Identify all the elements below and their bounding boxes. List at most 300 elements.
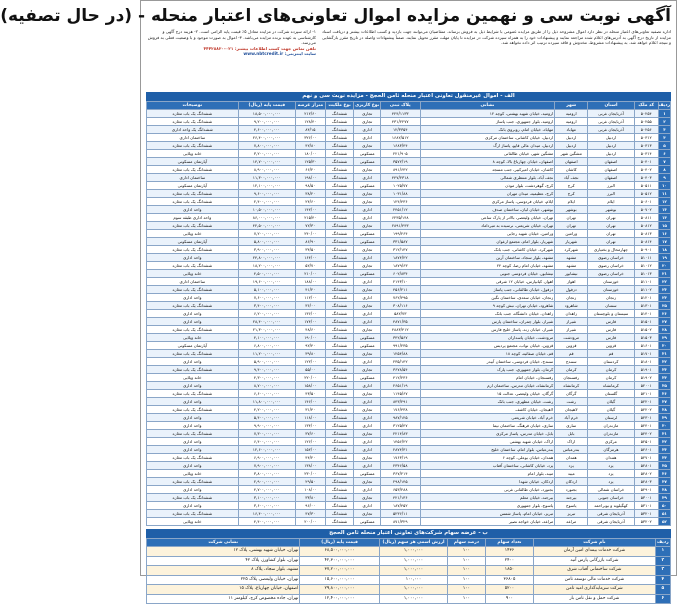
table-cell: ۳۹/۸۰: [295, 350, 325, 358]
table-cell: تهران: [555, 222, 588, 230]
contact-phone-text: تلفن تماس جهت کسب اطلاعات بیشتر: ۰۲۱-۴۴۴۲۸۸۳۰: [203, 45, 316, 51]
table-cell: ۱۸۷/۴۵۲: [380, 502, 420, 510]
table-row: [147, 278, 671, 286]
table-cell: شیراز، بلوار چمران، ساختمان پارس: [420, 318, 555, 326]
table-cell: کرمانشاه: [555, 382, 588, 390]
notice-headline: آگهی نوبت سی و نهمین مزایده اموال تعاونی‌های اعتبار منحله - (در حال تصفیه): [0, 6, 671, 26]
table-cell: ۵۲۱۰۱: [634, 390, 658, 398]
table-cell: ۲۲۱۴/۸۳: [380, 430, 420, 438]
table-cell: ۴۸/۶۰: [295, 326, 325, 334]
table-cell: ۹۸۷/۱۲۵: [380, 414, 420, 422]
row-number-cell: ۲۷: [658, 318, 670, 326]
table-cell: شرکت ساختمانی آفتاب شرق: [534, 566, 655, 576]
table-cell: ۶۶/۲۰: [295, 166, 325, 174]
table-cell: ۸۴۳/۲۹۱: [380, 398, 420, 406]
table-cell: ۴۱/۲۰: [295, 286, 325, 294]
table-row: [147, 556, 671, 566]
table-row: [147, 518, 671, 526]
row-number-cell: ۱۹: [658, 254, 670, 262]
table-cell: ۷,۸۰۰,۰۰۰,۰۰۰: [238, 142, 295, 150]
table-cell: ۴۲,۵۰۰,۰۰۰,۰۰۰: [238, 222, 295, 230]
table-cell: مسکونی: [354, 470, 380, 478]
table-cell: مسکونی: [354, 270, 380, 278]
column-header: ردیف: [656, 540, 669, 545]
table-row: [147, 142, 671, 150]
table-row: [147, 430, 671, 438]
table-row: [147, 134, 671, 142]
table-cell: واحد اداری: [147, 318, 239, 326]
table-cell: تهران، خیابان ولیعصر، پلاک ۲۲۵: [147, 575, 300, 585]
table-cell: کرج: [555, 190, 588, 198]
table-row: [147, 334, 671, 342]
table-cell: ایلام: [555, 198, 588, 206]
table-cell: تهران: [588, 214, 634, 222]
table-cell: ۱۰۰: [448, 547, 486, 557]
table-cell: قزوین: [588, 342, 634, 350]
table-cell: زنجان، خیابان سعدی، ساختمان نگین: [420, 294, 555, 302]
table-cell: ۴۸۸۳/۴۱۲: [380, 326, 420, 334]
table-cell: ۵۵/۰۰: [295, 366, 325, 374]
table-cell: واحد اداری: [147, 462, 239, 470]
table-cell: زاهدان: [555, 310, 588, 318]
table-cell: ۱۲,۶۰۰,۰۰۰,۰۰۰: [238, 446, 295, 454]
table-cell: ۲۳۰/۰۰: [295, 470, 325, 478]
table-cell: بندرعباس، بلوار امام، ساختمان خلیج: [420, 446, 555, 454]
table-cell: اردبیل: [555, 142, 588, 150]
table-cell: ۵۱۵۰۲: [634, 326, 658, 334]
table-cell: ۵۲۶۰۱: [634, 446, 658, 454]
table-cell: مسکونی: [354, 230, 380, 238]
website-text: سایت اینترنتی: www.nbtcredit.ir: [243, 51, 316, 57]
table-cell: ششدانگ: [325, 422, 354, 430]
table-cell: ۱۴,۷۰۰,۰۰۰,۰۰۰: [238, 158, 295, 166]
table-cell: ۳,۲۰۰,۰۰۰,۰۰۰: [238, 150, 295, 158]
table-cell: ۳۳/۸۰: [295, 494, 325, 502]
table-cell: ۱۸۵۰: [485, 566, 534, 576]
table-cell: ۱۸۷۴/۲۲: [380, 254, 420, 262]
table-cell: ششدانگ یک باب مغازه: [147, 326, 239, 334]
table-cell: کرمان: [588, 374, 634, 382]
table-cell: شاهرود: [555, 302, 588, 310]
table-cell: ۵۱۵۰۱: [634, 318, 658, 326]
table-row: [147, 510, 671, 518]
table-cell: رفسنجان، خیابان امام: [420, 374, 555, 382]
table-cell: مشهد: [555, 262, 588, 270]
table-cell: تجاری: [354, 118, 380, 126]
table-cell: مشهد: [555, 254, 588, 262]
table-cell: ۶,۲۰۰,۰۰۰,۰۰۰: [238, 310, 295, 318]
table-cell: ۵۲۹۰۱: [634, 486, 658, 494]
table-cell: ۱۸۰/۰۰: [295, 150, 325, 158]
table-row: [147, 575, 671, 585]
table-cell: هرمزگان: [588, 446, 634, 454]
table-cell: آپارتمان مسکونی: [147, 342, 239, 350]
table-cell: ارومیه، خیابان شهید بهشتی، کوچه ۱۲: [420, 110, 555, 118]
table-cell: خرم آباد: [555, 414, 588, 422]
table-cell: تجاری: [354, 110, 380, 118]
table-cell: ششدانگ: [325, 382, 354, 390]
row-number-cell: ۹: [658, 174, 670, 182]
table-cell: قم: [555, 350, 588, 358]
table-cell: ششدانگ یک باب مغازه: [147, 406, 239, 414]
table-cell: ۵۳۱۰۱: [634, 502, 658, 510]
table-cell: ساختمان اداری: [147, 174, 239, 182]
table-cell: ششدانگ یک باب مغازه: [147, 286, 239, 294]
table-cell: خرم آباد، خیابان شریعتی: [420, 414, 555, 422]
table-cell: ششدانگ: [325, 510, 354, 518]
table-cell: ۵,۹۰۰,۰۰۰,۰۰۰: [238, 358, 295, 366]
table-cell: ۵۱۱۰۲: [634, 286, 658, 294]
table-cell: ششدانگ: [325, 486, 354, 494]
table-cell: شرکت خدمات مالی توسعه ثامن: [534, 575, 655, 585]
column-header: قیمت پایه (ریال): [238, 102, 295, 110]
row-number-cell: ۱۸: [658, 246, 670, 254]
table-cell: شرکت سرمایه‌گذاری امید ثامن: [534, 585, 655, 595]
table-cell: مرکزی: [588, 438, 634, 446]
table-cell: نیشابور: [555, 270, 588, 278]
table-cell: میبد: [555, 470, 588, 478]
table-cell: ۸,۷۰۰,۰۰۰,۰۰۰: [238, 382, 295, 390]
table-cell: مهاباد: [555, 126, 588, 134]
table-cell: ششدانگ: [325, 446, 354, 454]
row-number-cell: ۳۲: [658, 358, 670, 366]
row-number-cell: ۳۵: [658, 382, 670, 390]
table-cell: ۵۰۴۰۱: [634, 158, 658, 166]
table-cell: شهریار: [555, 238, 588, 246]
table-row: [147, 446, 671, 454]
table-cell: اداری: [354, 310, 380, 318]
row-number-cell: ۱۳: [658, 206, 670, 214]
table-cell: ۵۰۸۱۳: [634, 230, 658, 238]
row-number-cell: ۳۴: [658, 374, 670, 382]
table-cell: خانه ویلایی: [147, 334, 239, 342]
column-header: ردیف: [658, 103, 670, 108]
table-row: [147, 230, 671, 238]
table-cell: ۳,۸۰۰,۰۰۰,۰۰۰: [238, 470, 295, 478]
table-cell: گیلان: [588, 398, 634, 406]
table-cell: بندرعباس: [555, 446, 588, 454]
table-cell: ششدانگ یک باب مغازه: [147, 222, 239, 230]
table-cell: بیرجند، خیابان معلم: [420, 494, 555, 502]
table-cell: یزد، خیابان کاشانی، ساختمان آفتاب: [420, 462, 555, 470]
table-cell: ۲۶,۴۰۰,۰۰۰,۰۰۰: [238, 134, 295, 142]
table-cell: ۲۲۰/۰۰: [295, 374, 325, 382]
table-cell: اصفهان: [555, 158, 588, 166]
table-cell: ششدانگ یک باب مغازه: [147, 118, 239, 126]
table-cell: ۱۰۰: [448, 575, 486, 585]
table-cell: ۵۸۲/۷۳: [380, 310, 420, 318]
row-number-cell: ۲۸: [658, 326, 670, 334]
table-cell: ششدانگ یک باب مغازه: [147, 110, 239, 118]
table-cell: بابل، خیابان مدرس، پاساژ مرکزی: [420, 430, 555, 438]
table-cell: البرز: [588, 190, 634, 198]
table-cell: ۵۰۵۱۱: [634, 182, 658, 190]
table-cell: مشگین شهر، خیابان طالقانی: [420, 150, 555, 158]
table-cell: ششدانگ: [325, 126, 354, 134]
table-cell: ششدانگ یک باب مغازه: [147, 302, 239, 310]
table-cell: ۲۸۷۴/۳۱: [380, 446, 420, 454]
row-number-cell: ۱۱: [658, 190, 670, 198]
table-cell: خراسان رضوی: [588, 254, 634, 262]
table-cell: تجاری: [354, 286, 380, 294]
table-cell: ۱۲۵/۳۰: [295, 158, 325, 166]
row-number-cell: ۴۱: [658, 430, 670, 438]
table-cell: ششدانگ: [325, 438, 354, 446]
table-cell: البرز: [588, 182, 634, 190]
table-cell: ششدانگ یک باب مغازه: [147, 190, 239, 198]
table-cell: تجاری: [354, 246, 380, 254]
table-cell: لاهیجان، خیابان کاشف: [420, 406, 555, 414]
table-cell: ۵۰۸۱۴: [634, 238, 658, 246]
table-cell: ششدانگ: [325, 134, 354, 142]
table-row: [147, 502, 671, 510]
table-cell: ششدانگ: [325, 230, 354, 238]
table-cell: ششدانگ: [325, 318, 354, 326]
table-cell: ۵۱۲۰۱: [634, 294, 658, 302]
table-cell: همدان: [555, 454, 588, 462]
table-cell: اداری: [354, 358, 380, 366]
table-row: [147, 547, 671, 557]
table-cell: ششدانگ یک باب مغازه: [147, 510, 239, 518]
table-cell: ۵۱۹۰۱: [634, 366, 658, 374]
table-cell: آپارتمان مسکونی: [147, 238, 239, 246]
table-cell: آذربایجان غربی: [588, 126, 634, 134]
table-row: [147, 398, 671, 406]
table-cell: ۲۴,۸۰۰,۰۰۰,۰۰۰: [238, 254, 295, 262]
table-cell: ششدانگ: [325, 454, 354, 462]
table-cell: ششدانگ: [325, 342, 354, 350]
table-row: [147, 374, 671, 382]
table-cell: ۲۹۸/۱۴۵: [380, 478, 420, 486]
table-cell: ۳۰۸/۱۱۶: [380, 302, 420, 310]
table-cell: ۳۳۱/۵۸۷: [380, 238, 420, 246]
table-cell: ۵۰۴۰۲: [634, 166, 658, 174]
table-cell: تجاری: [354, 478, 380, 486]
table-cell: خانه ویلایی: [147, 230, 239, 238]
table-cell: شهریار، بلوار امام، مجتمع ارغوان: [420, 238, 555, 246]
table-cell: فارس: [588, 334, 634, 342]
row-number-cell: ۳: [658, 126, 670, 134]
table-cell: اداری: [354, 206, 380, 214]
table-cell: تجاری: [354, 494, 380, 502]
table-cell: ۱,۰۰۰,۰۰۰: [379, 585, 447, 595]
row-number-cell: ۲۳: [658, 286, 670, 294]
table-cell: مراغه، خیابان خواجه نصیر: [420, 518, 555, 526]
table-cell: آذربایجان غربی: [588, 118, 634, 126]
table-cell: فارس: [588, 318, 634, 326]
table-cell: ششدانگ: [325, 142, 354, 150]
real-estate-table: [146, 101, 671, 526]
table-cell: ۴,۶۰۰,۰۰۰,۰۰۰: [238, 126, 295, 134]
column-header: کد ملک: [634, 102, 658, 110]
table-cell: ۷,۶۰۰,۰۰۰,۰۰۰: [238, 294, 295, 302]
table-row: [147, 166, 671, 174]
table-cell: ۲۴۵۱/۱۲: [380, 206, 420, 214]
table-cell: ورامین: [555, 230, 588, 238]
column-header: پلاک ثبتی: [380, 102, 420, 110]
table-cell: ۳۴۲/۵۶۷: [380, 334, 420, 342]
table-cell: ۱۲,۴۰۰,۰۰۰,۰۰۰: [300, 594, 379, 604]
table-cell: ۳۵۷۲/۱۹: [380, 158, 420, 166]
table-cell: تجاری: [354, 166, 380, 174]
table-cell: نجف آباد، بلوار منتظری شمالی: [420, 174, 555, 182]
table-cell: ۲,۹۰۰,۰۰۰,۰۰۰: [238, 478, 295, 486]
table-cell: ساختمان اداری: [147, 278, 239, 286]
table-cell: مازندران: [588, 422, 634, 430]
table-cell: ۷,۹۰۰,۰۰۰,۰۰۰: [238, 462, 295, 470]
table-cell: ۵۰۸۱۲: [634, 222, 658, 230]
table-cell: ششدانگ: [325, 254, 354, 262]
table-cell: ۹۹۱/۲۳۵: [380, 342, 420, 350]
table-cell: ۵۰۶۰۱: [634, 198, 658, 206]
row-number-cell: ۴۲: [658, 438, 670, 446]
intro-conditions: [146, 29, 316, 89]
table-cell: ۴۸۷۱/۳۵: [380, 318, 420, 326]
table-cell: ۳۱۲۵/۴۷: [380, 422, 420, 430]
table-cell: ۴۴۷/۲۳۱۸: [380, 174, 420, 182]
row-number-cell: ۵: [658, 142, 670, 150]
table-cell: ششدانگ: [325, 214, 354, 222]
table-cell: اداری: [354, 438, 380, 446]
table-cell: تجاری: [354, 454, 380, 462]
table-cell: آپارتمان مسکونی: [147, 158, 239, 166]
table-cell: ششدانگ: [325, 430, 354, 438]
table-cell: دزفول، خیابان طالقانی، جنب پاساژ: [420, 286, 555, 294]
table-cell: اداری: [354, 214, 380, 222]
row-number-cell: ۱۶: [658, 230, 670, 238]
table-cell: بوشهر، خیابان لیان، ساختمان صدف: [420, 206, 555, 214]
table-cell: ششدانگ یک باب مغازه: [147, 166, 239, 174]
table-cell: مشگین شهر: [555, 150, 588, 158]
row-number-cell: ۵۱: [658, 510, 670, 518]
table-cell: ۹,۲۰۰,۰۰۰,۰۰۰: [238, 118, 295, 126]
table-cell: کرج، عظیمیه، میدان مهران: [420, 190, 555, 198]
table-cell: ۱۵۲/۰۰: [295, 446, 325, 454]
column-header: نشانی شرکت: [147, 539, 300, 547]
table-row: [147, 366, 671, 374]
table-cell: رفسنجان: [555, 374, 588, 382]
table-cell: ۵۲۴۰۱: [634, 422, 658, 430]
table-cell: تجاری: [354, 510, 380, 518]
table-cell: ۸۶/۹۰: [295, 238, 325, 246]
table-b-body: [147, 547, 671, 604]
table-cell: ششدانگ: [325, 182, 354, 190]
row-number-cell: ۴۵: [658, 462, 670, 470]
table-row: [147, 422, 671, 430]
table-cell: ساختمان اداری: [147, 134, 239, 142]
table-cell: واحد اداری: [147, 254, 239, 262]
table-cell: واحد اداری: [147, 382, 239, 390]
row-number-cell: ۱۵: [658, 222, 670, 230]
table-cell: ششدانگ: [325, 518, 354, 526]
row-number-cell: ۲۱: [658, 270, 670, 278]
table-cell: ۵۱۳۰۱: [634, 302, 658, 310]
table-cell: یزد: [588, 462, 634, 470]
table-cell: ۱۱,۸۰۰,۰۰۰,۰۰۰: [238, 398, 295, 406]
table-cell: ۸۷۱/۳۲۹: [380, 518, 420, 526]
table-cell: نیشابور، خیابان فردوسی جنوبی: [420, 270, 555, 278]
table-cell: ارومیه، بلوار جمهوری، جنب پاساژ: [420, 118, 555, 126]
row-number-cell: ۲۴: [658, 294, 670, 302]
table-cell: ششدانگ: [325, 502, 354, 510]
column-header: نام شرکت: [534, 539, 655, 547]
table-cell: اهواز: [555, 278, 588, 286]
table-cell: ۱۴۳۶: [485, 547, 534, 557]
table-cell: تجاری: [354, 350, 380, 358]
table-cell: ۵۲۵۰۱: [634, 438, 658, 446]
table-cell: ۱۸۷۹/۶۳: [380, 262, 420, 270]
table-cell: سنندج: [555, 358, 588, 366]
table-cell: ۳,۱۰۰,۰۰۰,۰۰۰: [238, 494, 295, 502]
table-cell: ۵,۸۰۰,۰۰۰,۰۰۰: [238, 238, 295, 246]
table-cell: اداری: [354, 462, 380, 470]
table-cell: زنجان: [588, 294, 634, 302]
row-number-cell: ۲۵: [658, 302, 670, 310]
table-row: [147, 158, 671, 166]
table-cell: تجاری: [354, 302, 380, 310]
row-number-cell: ۱۷: [658, 238, 670, 246]
table-cell: ۱۳۸/۰۰: [295, 462, 325, 470]
table-cell: ۹,۶۰۰,۰۰۰,۰۰۰: [238, 190, 295, 198]
table-cell: واحد اداری: [147, 422, 239, 430]
table-cell: ۱۶,۴۰۰,۰۰۰,۰۰۰: [238, 510, 295, 518]
table-cell: ۳۶۷/۲۱۴: [380, 470, 420, 478]
table-cell: ساری: [555, 422, 588, 430]
table-cell: قم، خیابان صفائیه، کوچه ۱۸: [420, 350, 555, 358]
table-cell: ششدانگ یک باب مغازه: [147, 142, 239, 150]
table-cell: ششدانگ: [325, 198, 354, 206]
table-cell: ۵۳۲۰۲: [634, 518, 658, 526]
table-cell: ۱۲۶/۰۰: [295, 438, 325, 446]
row-number-cell: ۴۷: [658, 478, 670, 486]
table-row: [147, 270, 671, 278]
table-cell: ۵۲۲۰۲: [634, 406, 658, 414]
table-cell: اصفهان: [588, 166, 634, 174]
table-cell: ۵۲۷۰۱: [634, 454, 658, 462]
table-cell: ۱۱۴۵/۶۷: [380, 390, 420, 398]
table-cell: اردبیل، میدان عالی قاپو، پاساژ ارگ: [420, 142, 555, 150]
table-cell: کاشان: [555, 166, 588, 174]
table-cell: ۳,۹۰۰,۰۰۰,۰۰۰: [238, 246, 295, 254]
table-cell: ۶۲۳۵/۱۴۸: [380, 214, 420, 222]
table-cell: شیراز: [555, 326, 588, 334]
table-cell: ۱۳۴/۰۰: [295, 422, 325, 430]
table-cell: ۲۴۰/۰۰: [295, 230, 325, 238]
table-cell: همدان: [588, 454, 634, 462]
table-cell: ۵۰۳۱۳: [634, 142, 658, 150]
table-cell: ششدانگ: [325, 278, 354, 286]
table-cell: ۱۰۰: [448, 585, 486, 595]
table-cell: ششدانگ: [325, 478, 354, 486]
table-cell: اردبیل: [588, 142, 634, 150]
table-cell: ۴,۴۰۰,۰۰۰,۰۰۰: [238, 518, 295, 526]
table-cell: کرمانشاه، خیابان مدرس، ساختمان ارم: [420, 382, 555, 390]
table-cell: ۱۱۸/۰۰: [295, 414, 325, 422]
row-number-cell: ۱۲: [658, 198, 670, 206]
row-number-cell: ۲۰: [658, 262, 670, 270]
table-cell: ۴۲,۳۰۰,۰۰۰,۰۰۰: [300, 556, 379, 566]
table-cell: تهران، خیابان شهید بهشتی، پلاک ۱۲: [147, 547, 300, 557]
table-row: [147, 594, 671, 604]
table-cell: ۶,۴۰۰,۰۰۰,۰۰۰: [238, 438, 295, 446]
table-cell: ۵,۱۰۰,۰۰۰,۰۰۰: [238, 286, 295, 294]
table-cell: ۲۱۲/۶۰: [295, 110, 325, 118]
table-cell: ششدانگ یک باب مغازه: [147, 390, 239, 398]
table-cell: ۵۲۴۰۲: [634, 430, 658, 438]
table-cell: تجاری: [354, 190, 380, 198]
table-cell: ۱۴۵۶/۲۲: [380, 438, 420, 446]
table-row: [147, 302, 671, 310]
